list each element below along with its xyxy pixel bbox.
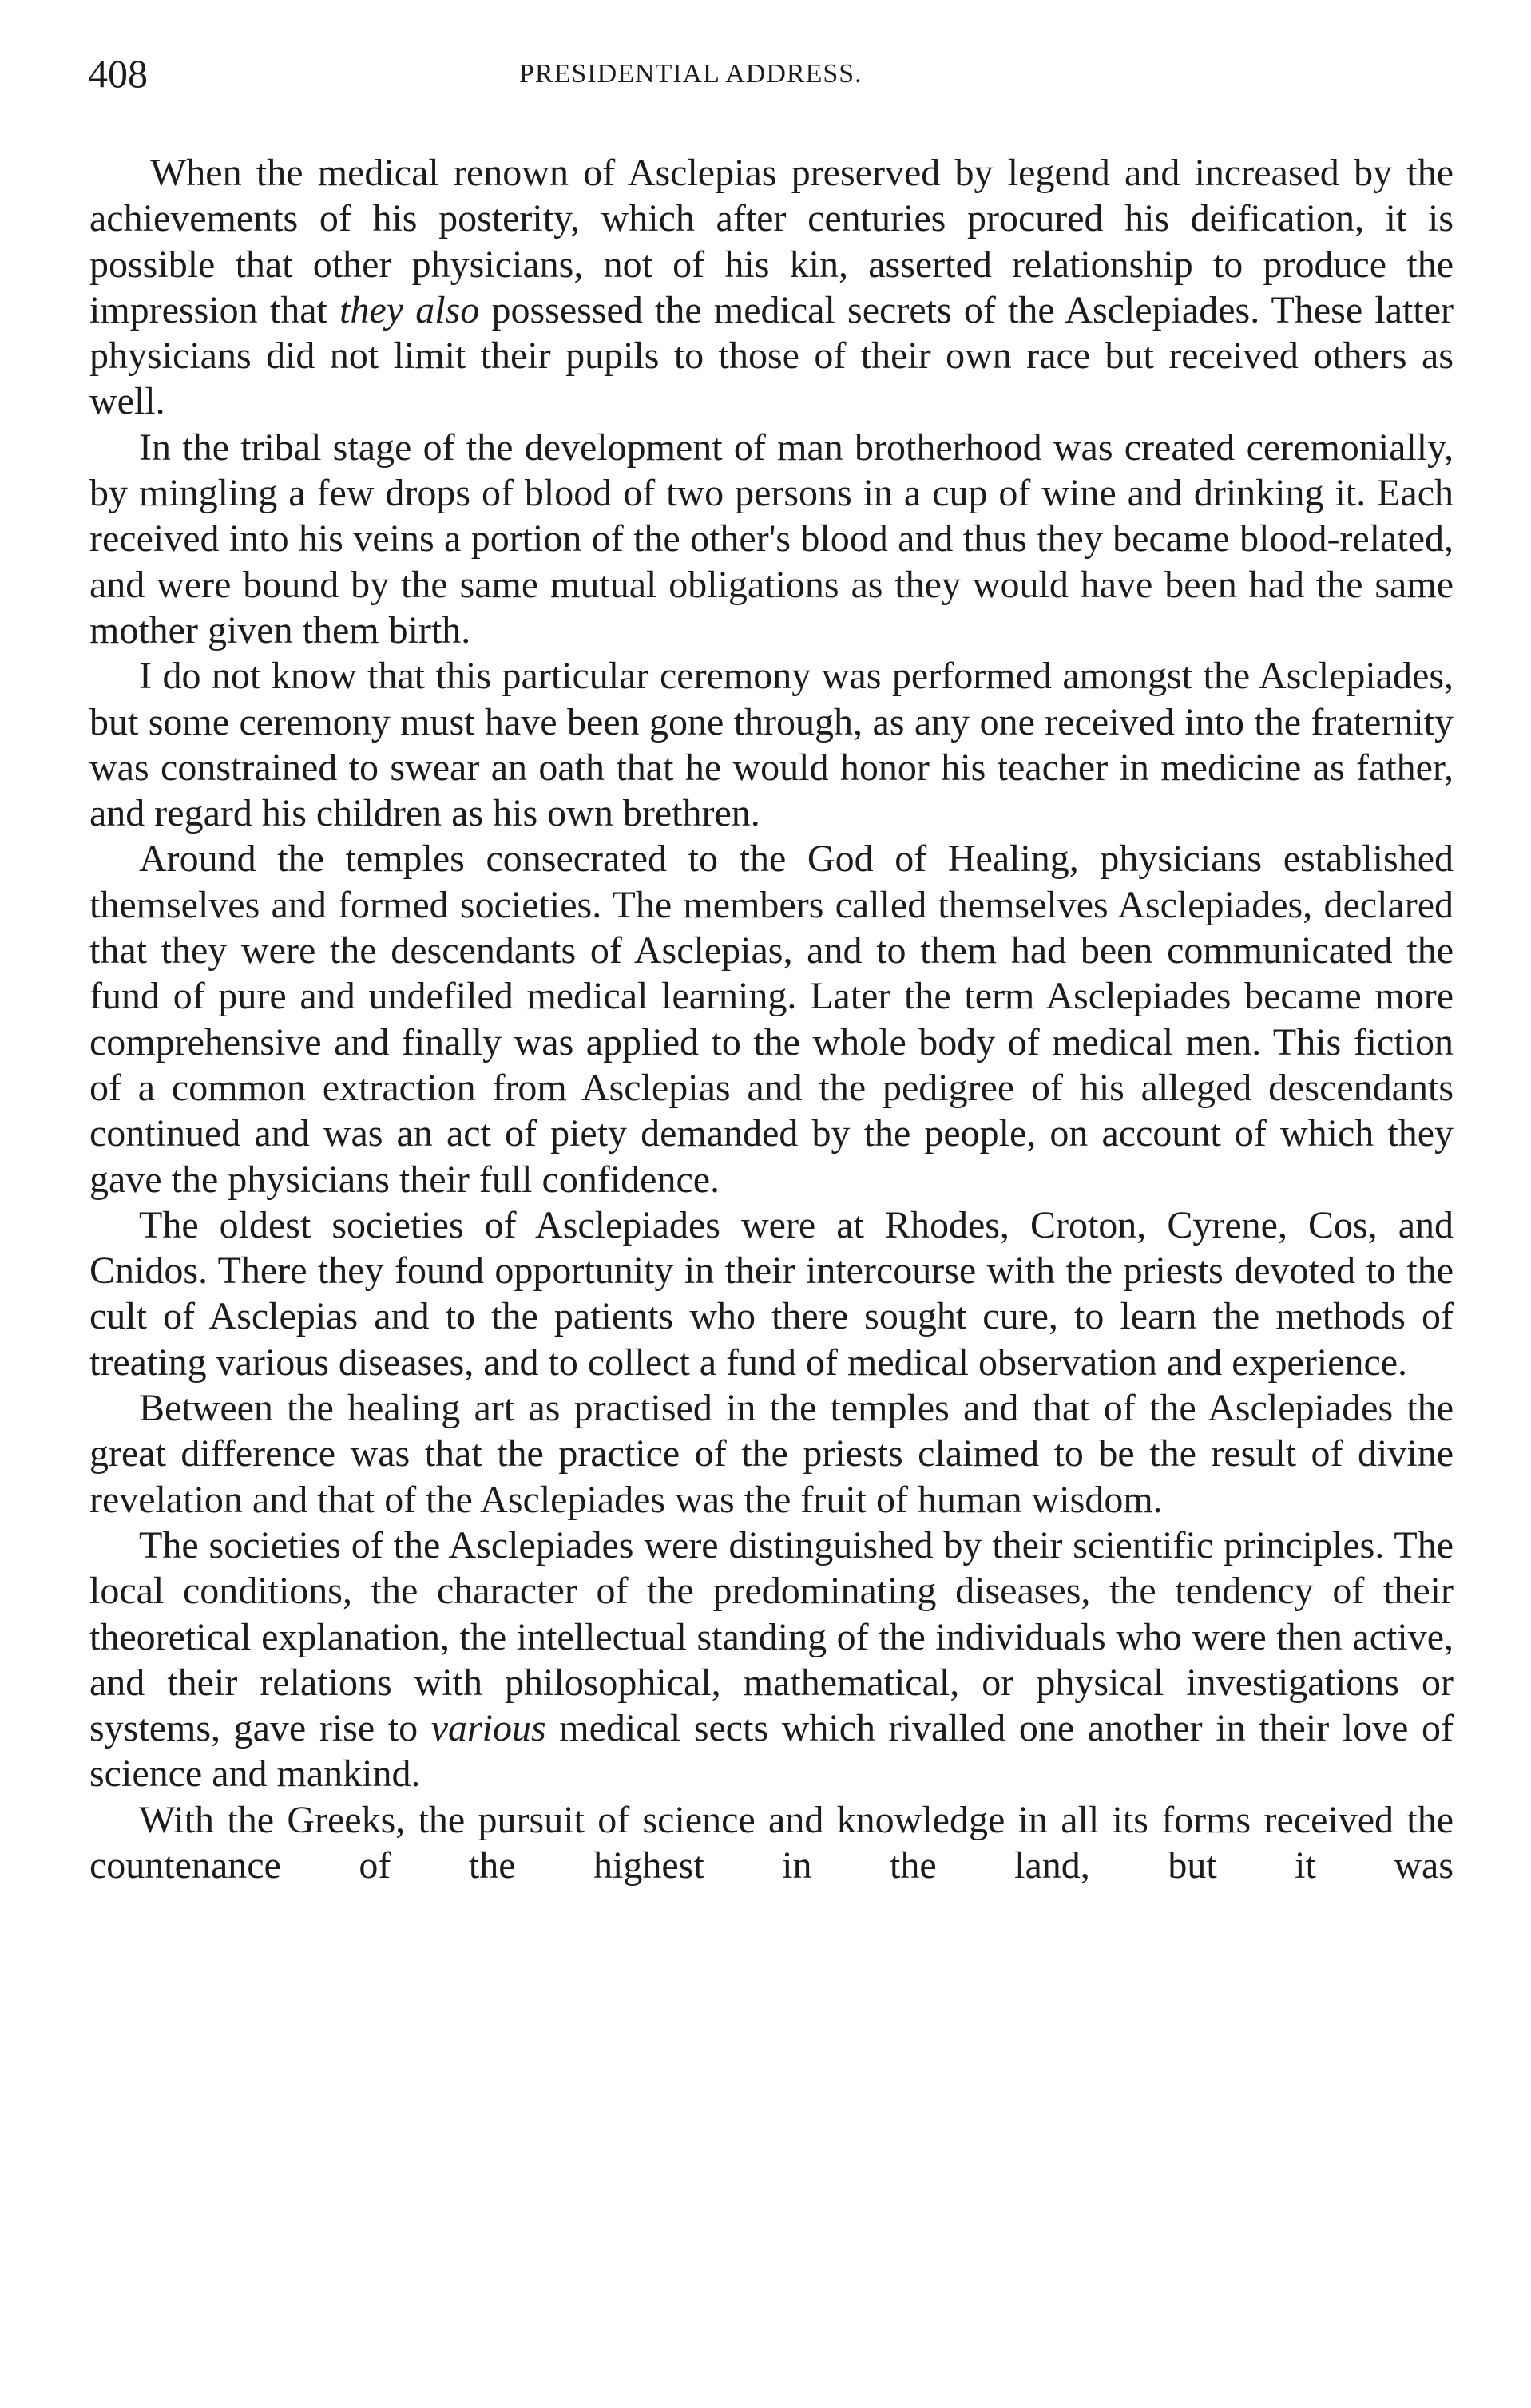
paragraph-3: I do not know that this particular ceremony was performed amongst the Asclepiades, but some ceremony must have been gone through, as any one received into the fraternity was constrained to swear an oath that he would honor his teacher in medicine as father, and regard his children as his own brethren. (89, 655, 1454, 835)
paragraph-7-emphasis: various (430, 1707, 546, 1750)
paragraph-7 (89, 1523, 1454, 1797)
body-text (89, 150, 1454, 1888)
paragraph-1-text-a: When the medical renown of Asclepias preserved by legend and increased by the achievements of his posterity, which after centuries procured his deification, it is possible that other physicians, not of his kin, asserted relationship to produce the impression that (89, 152, 1454, 331)
running-head-title: PRESIDENTIAL ADDRESS. (519, 59, 863, 89)
paragraph-1-text-b: possessed the medical secrets of the Asclepiades. These latter physicians did not limit their pupils to those of their own race but received others as well. (89, 288, 1454, 423)
paragraph-2: In the tribal stage of the development of man brotherhood was created ceremonially, by mingling a few drops of blood of two persons in a cup of wine and drinking it. Each received into his veins a portion of the other's blood and thus they became blood-related, and were bound by the same mutual obligations as they would have been had the same mother given them birth. (89, 426, 1454, 652)
page-number: 408 (88, 51, 148, 96)
paragraph-1-emphasis: they also (339, 288, 480, 331)
paragraph-7-text-b: medical sects which rivalled one another in their love of science and mankind. (89, 1707, 1454, 1796)
running-head (88, 50, 1462, 97)
paragraph-4: Around the temples consecrated to the God of Healing, physicians established themselves and formed societies. The members called themselves Asclepiades, declared that they were the descendants of Asclepias, and to them had been communicated the fund of pure and undefiled medical learning. Later the term Asclepiades became more comprehensive and finally was applied to the whole body of medical men. This fiction of a common extraction from Asclepias and the pedigree of his alleged descendants continued and was an act of piety demanded by the people, on account of which they gave the physicians their full confidence. (89, 838, 1454, 1201)
paragraph-8: With the Greeks, the pursuit of science and knowledge in all its forms received the countenance of the highest in the land, but it was (89, 1798, 1454, 1887)
paragraph-5: The oldest societies of Asclepiades were at Rhodes, Croton, Cyrene, Cos, and Cnidos. There they found opportunity in their intercourse with the priests devoted to the cult of Asclepias and to the patients who there sought cure, to learn the methods of treating various diseases, and to collect a fund of medical observation and experience. (89, 1203, 1454, 1384)
paragraph-6: Between the healing art as practised in the temples and that of the Asclepiades the great difference was that the practice of the priests claimed to be the result of divine revelation and that of the Asclepiades was the fruit of human wisdom. (89, 1387, 1454, 1521)
paragraph-7-text-a: The societies of the Asclepiades were distinguished by their scientific principles. The local conditions, the character of the predominating diseases, the tendency of their theoretical explanation, the intellectual standing of the individuals who were then active, and their relations with philosophical, mathematical, or physical investigations or systems, gave rise to (89, 1523, 1454, 1750)
paragraph-1 (89, 150, 1454, 425)
